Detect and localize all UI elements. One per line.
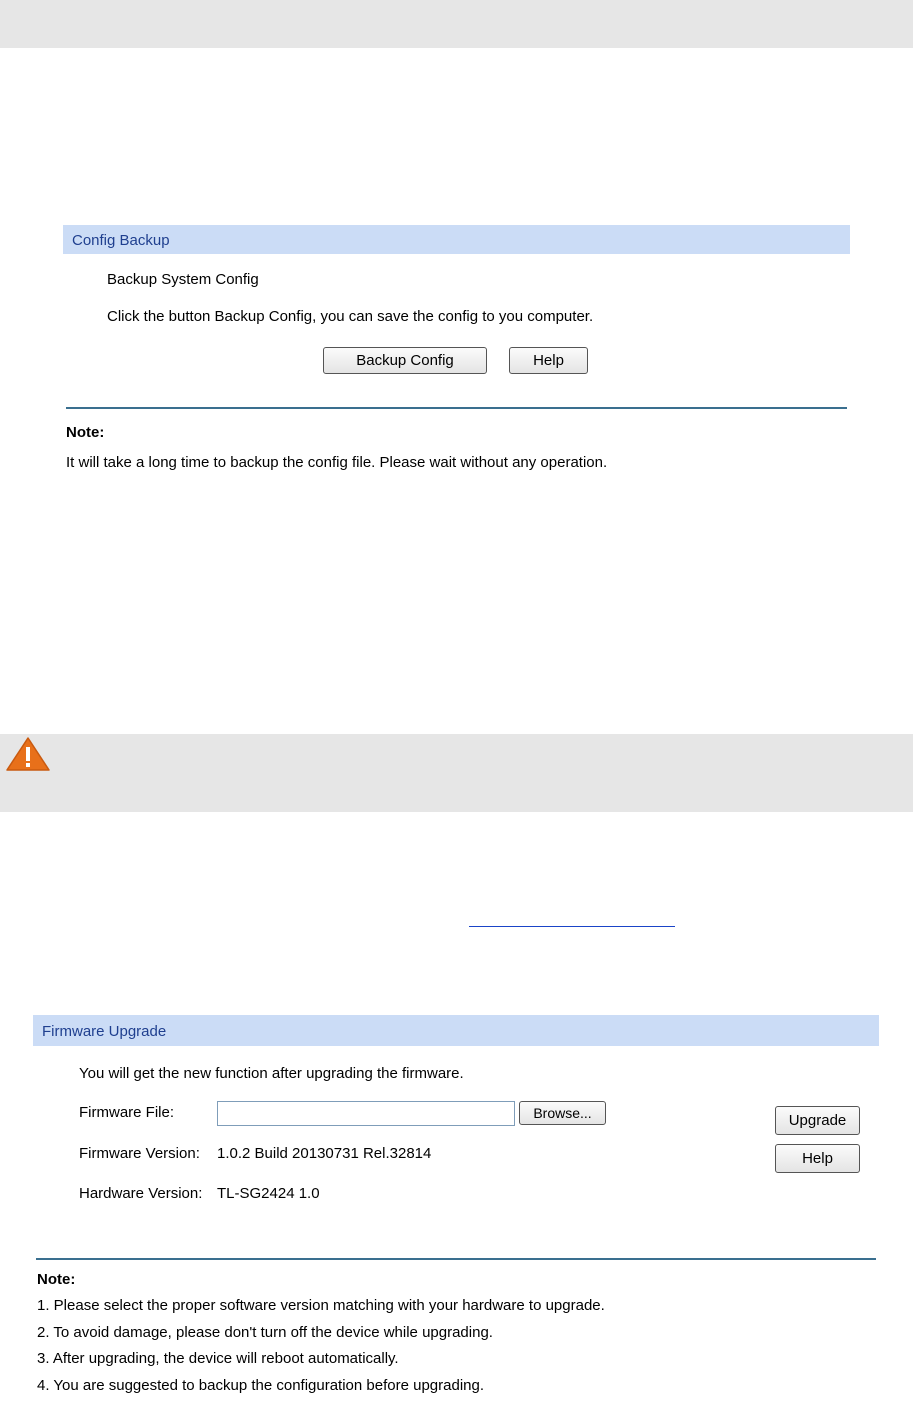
config-backup-header: Config Backup [63, 225, 850, 254]
firmware-upgrade-panel [33, 1015, 879, 1402]
firmware-help-button[interactable]: Help [775, 1144, 860, 1173]
firmware-file-label: Firmware File: [79, 1104, 175, 1121]
backup-description: Click the button Backup Config, you can save the config to you computer. [107, 308, 594, 325]
browse-button[interactable]: Browse... [519, 1101, 606, 1125]
backup-section-title: Backup System Config [107, 271, 259, 288]
firmware-note-divider [36, 1258, 876, 1260]
link-underline [469, 926, 675, 927]
top-band [0, 0, 913, 48]
firmware-intro: You will get the new function after upgrading the firmware. [79, 1065, 464, 1082]
firmware-version-value: 1.0.2 Build 20130731 Rel.32814 [217, 1145, 432, 1162]
firmware-note-title: Note: [37, 1271, 76, 1288]
hardware-version-value: TL-SG2424 1.0 [217, 1185, 320, 1202]
firmware-note-item: 1. Please select the proper software version matching with your hardware to upgrade. [37, 1297, 605, 1314]
firmware-version-label: Firmware Version: [79, 1145, 200, 1162]
backup-help-button[interactable]: Help [509, 347, 588, 374]
firmware-note-item: 4. You are suggested to backup the configuration before upgrading. [37, 1377, 485, 1394]
backup-note-title: Note: [66, 424, 105, 441]
warning-triangle-icon [5, 736, 51, 772]
firmware-upgrade-header: Firmware Upgrade [33, 1015, 879, 1046]
backup-config-button[interactable]: Backup Config [323, 347, 487, 374]
firmware-note-item: 2. To avoid damage, please don't turn off the device while upgrading. [37, 1324, 493, 1341]
config-backup-panel [63, 225, 850, 485]
upgrade-button[interactable]: Upgrade [775, 1106, 860, 1135]
backup-note-text: It will take a long time to backup the config file. Please wait without any operation. [66, 454, 608, 471]
firmware-note-item: 3. After upgrading, the device will reboot automatically. [37, 1350, 399, 1367]
hardware-version-label: Hardware Version: [79, 1185, 203, 1202]
backup-note-divider [66, 407, 847, 409]
firmware-file-input[interactable] [217, 1101, 515, 1126]
warning-band [0, 734, 913, 812]
